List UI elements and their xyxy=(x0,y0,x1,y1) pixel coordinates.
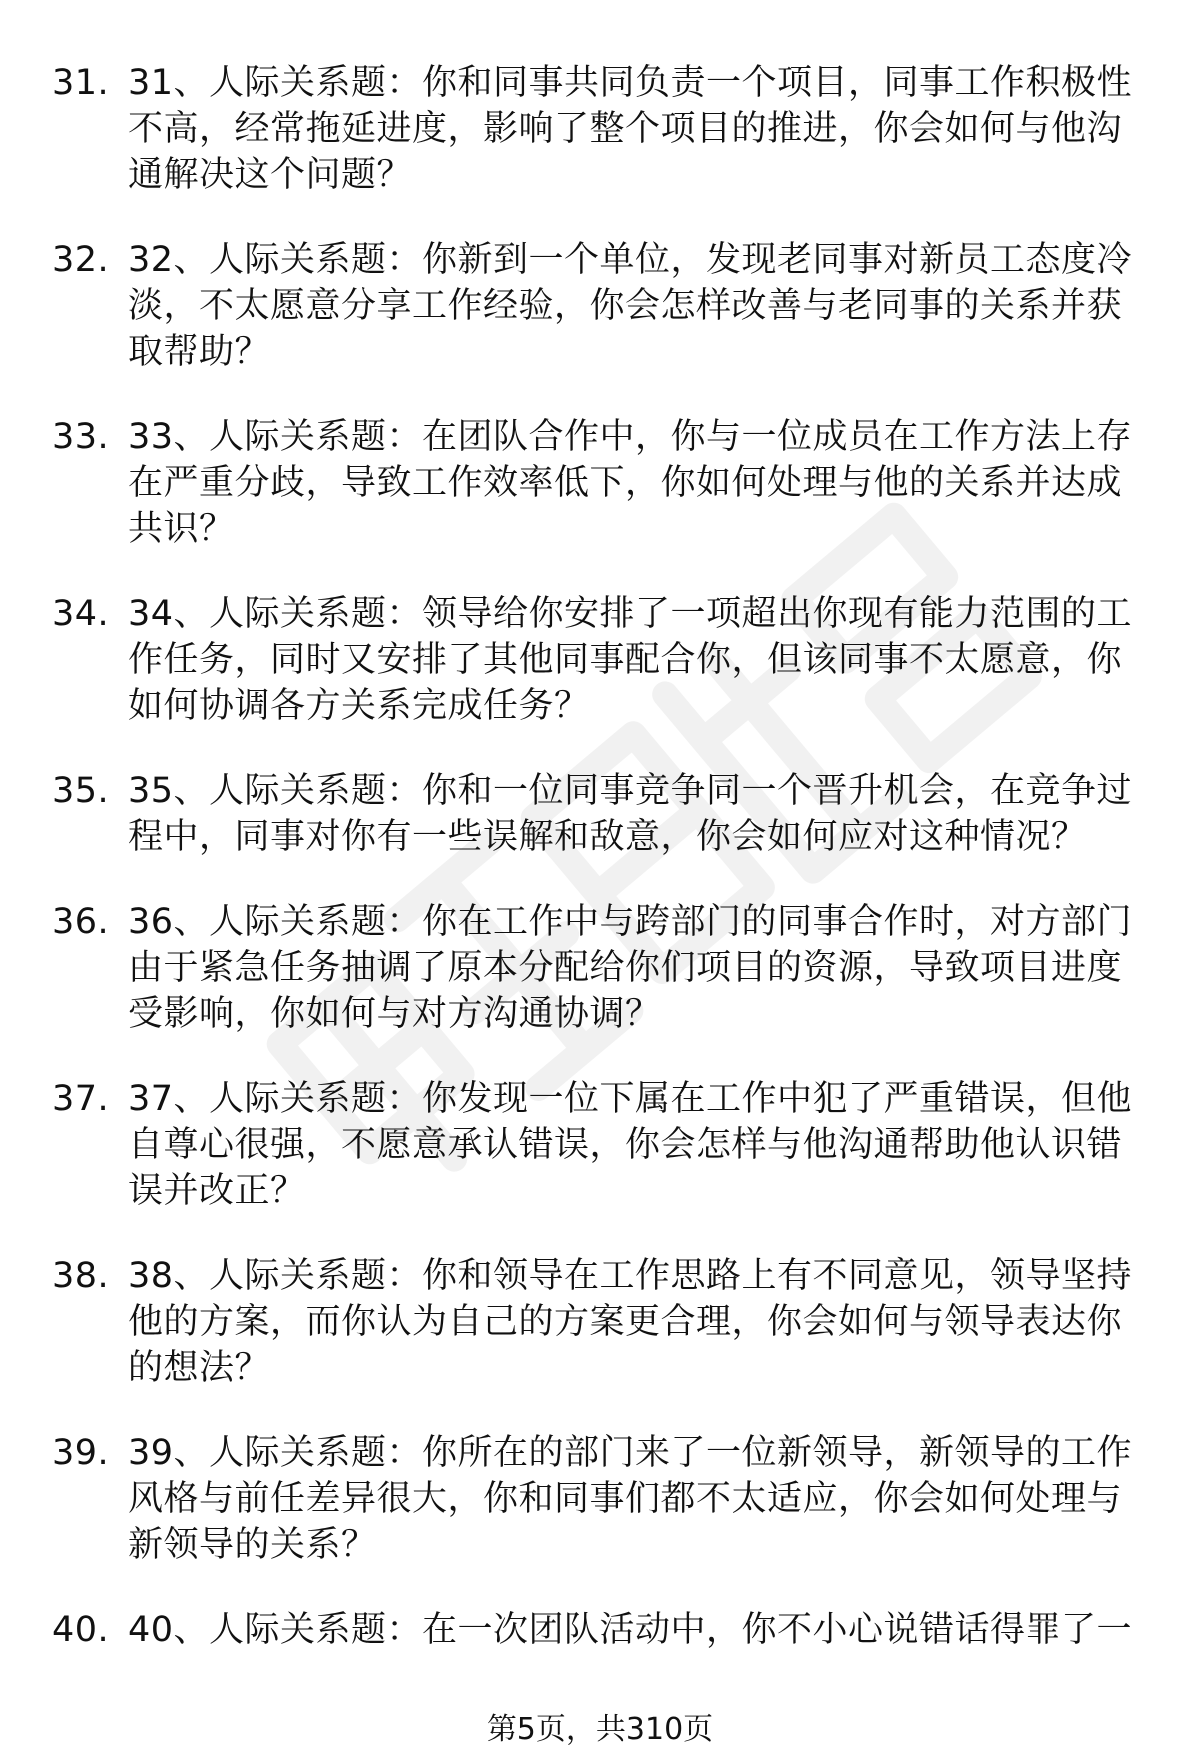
question-item xyxy=(0,1253,1200,1391)
question-list xyxy=(0,60,1200,1692)
question-text: 34、人际关系题：领导给你安排了一项超出你现有能力范围的工作任务，同时又安排了其他同事配合你，但该同事不太愿意，你如何协调各方关系完成任务？ xyxy=(128,594,1133,726)
question-text: 39、人际关系题：你所在的部门来了一位新领导，新领导的工作风格与前任差异很大，你和同事们都不太适应，你会如何处理与新领导的关系？ xyxy=(128,1433,1133,1565)
question-number: 31. xyxy=(52,63,110,103)
page-footer xyxy=(0,1710,1200,1750)
page-number-label: 第5页，共310页 xyxy=(483,1712,717,1747)
question-text: 38、人际关系题：你和领导在工作思路上有不同意见，领导坚持他的方案，而你认为自己的方案更合理，你会如何与领导表达你的想法？ xyxy=(128,1256,1133,1388)
question-item xyxy=(0,237,1200,375)
question-item xyxy=(0,60,1200,198)
question-item xyxy=(0,1607,1200,1653)
question-number: 35. xyxy=(52,771,110,811)
question-text: 31、人际关系题：你和同事共同负责一个项目，同事工作积极性不高，经常拖延进度，影响了整个项目的推进，你会如何与他沟通解决这个问题？ xyxy=(128,63,1133,195)
question-number: 36. xyxy=(52,902,110,942)
question-text: 32、人际关系题：你新到一个单位，发现老同事对新员工态度冷淡，不太愿意分享工作经验，你会怎样改善与老同事的关系并获取帮助？ xyxy=(128,240,1133,372)
question-number: 39. xyxy=(52,1433,110,1473)
question-number: 40. xyxy=(52,1610,110,1650)
question-number: 34. xyxy=(52,594,110,634)
question-number: 38. xyxy=(52,1256,110,1296)
question-number: 37. xyxy=(52,1079,110,1119)
question-item xyxy=(0,768,1200,860)
question-item xyxy=(0,591,1200,729)
question-number: 32. xyxy=(52,240,110,280)
question-text: 37、人际关系题：你发现一位下属在工作中犯了严重错误，但他自尊心很强，不愿意承认错误，你会怎样与他沟通帮助他认识错误并改正？ xyxy=(128,1079,1133,1211)
question-text: 40、人际关系题：在一次团队活动中，你不小心说错话得罪了一 xyxy=(128,1610,1133,1650)
question-text: 33、人际关系题：在团队合作中，你与一位成员在工作方法上存在严重分歧，导致工作效率低下，你如何处理与他的关系并达成共识？ xyxy=(128,417,1133,549)
question-text: 35、人际关系题：你和一位同事竞争同一个晋升机会，在竞争过程中，同事对你有一些误解和敌意，你会如何应对这种情况？ xyxy=(128,771,1133,857)
question-number: 33. xyxy=(52,417,110,457)
question-item xyxy=(0,899,1200,1037)
question-text: 36、人际关系题：你在工作中与跨部门的同事合作时，对方部门由于紧急任务抽调了原本分配给你们项目的资源，导致项目进度受影响，你如何与对方沟通协调？ xyxy=(128,902,1133,1034)
question-item xyxy=(0,1430,1200,1568)
question-item xyxy=(0,414,1200,552)
question-item xyxy=(0,1076,1200,1214)
